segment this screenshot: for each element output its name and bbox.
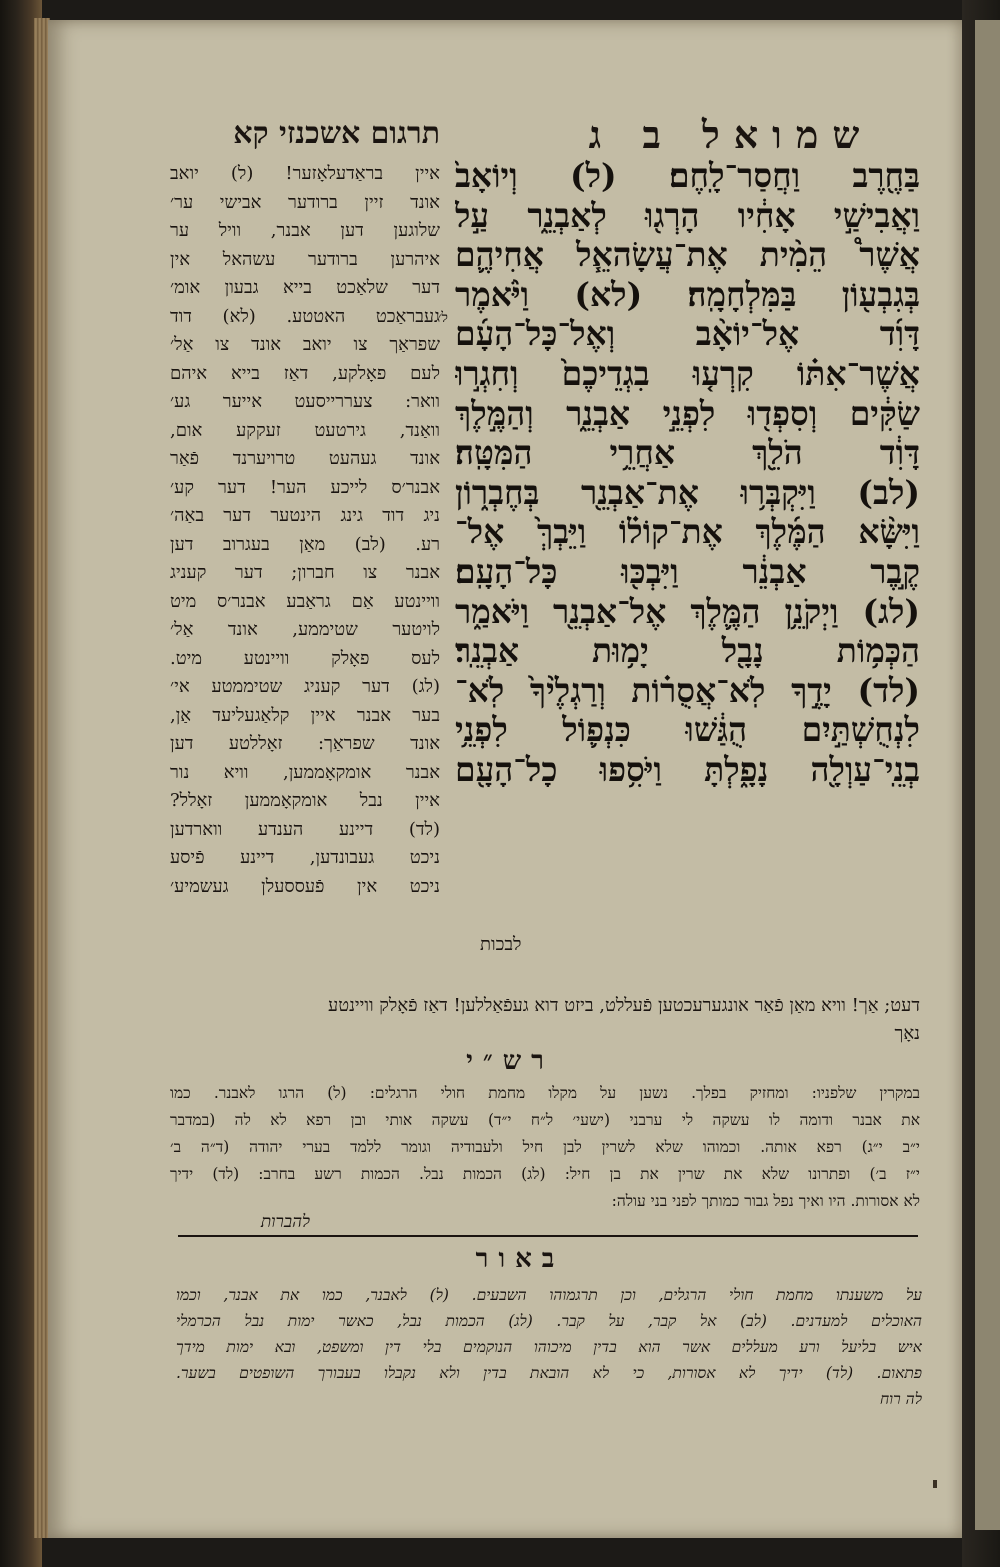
biur-commentary (176, 1282, 922, 1422)
main-text-line: אֲשֶׁר־אִתּ֗וֹ קִרְע֤וּ בִגְדֵיכֶם֙ וְחִגְר֣וּ (455, 353, 920, 393)
main-text-line: בְּגִבְע֖וֹן בַּמִּלְחָמָֽה׃ (לא) וַיֹּ֨אמֶר (455, 274, 920, 314)
targum-continuation-line: נאָך (894, 1023, 920, 1044)
rashi-line: לא אסורות. היו ואיך נפל גבור כמותך לפני בני עולה: (611, 1192, 920, 1210)
rashi-catchword: להברות (260, 1212, 310, 1232)
targum-line: שלוגען דען אבנר, וויל ער (170, 220, 440, 241)
targum-continuation (170, 992, 920, 1052)
targum-line: וואַנד, גירטעט זעקקע אום, (170, 419, 440, 441)
targum-column (170, 160, 440, 980)
targum-line: וואר: צעררייסעט אייער גע׳ (170, 391, 440, 412)
targum-line: (לד) דיינע הענדע ווארדען (170, 818, 440, 840)
main-text-line: (לג) וַיְקֹנֵ֥ן הַמֶּ֛לֶךְ אֶל־אַבְנֵ֖ר וַיֹּאמַ֑ר (455, 591, 920, 631)
targum-line: לעם פאָלקע, דאַז בייא איהם (170, 362, 440, 384)
rashi-line: במקרין שלפניו: ומחזיק בפלך. נשען על מקלו מחמת חולי הרגלים: (ל) הרגו לאבנר. כמו (170, 1084, 920, 1102)
targum-line: איהרען ברודער עשהאל אין (170, 248, 440, 270)
targum-line: ניכט אין פֿעססעלן געשמיע׳ (170, 875, 440, 897)
main-text-line: אֲשֶׁר֩ הֵמִ֨ית אֶת־עֲשָׂהאֵ֧ל אֲחִיהֶ֛ם (455, 235, 920, 275)
main-text-line: הַכְּמ֥וֹת נָבָ֖ל יָמ֥וּת אַבְנֵֽר׃ (455, 631, 920, 671)
rashi-line: י״ב י״ג) רפא אותה. וכמוהו שלא לשרין לבן חיל ולעבודיה וגומר ללמד בערי יהודה (ד״ה ב׳ (170, 1138, 920, 1156)
main-catchword: לבכות (480, 934, 522, 955)
targum-line: לעס פאָלק וויינטע מיט. (170, 647, 440, 669)
book-title-header: שמואל ב ג (588, 112, 874, 157)
main-text-line: דָּוִ֔ד הֹלֵ֖ךְ אַחֲרֵ֥י הַמִּטָּֽה׃ (455, 433, 920, 473)
targum-line: איין נבל אומקאָממען זאָלל? (170, 790, 440, 811)
section-divider (178, 1235, 918, 1237)
biur-line: האוכלים למעדנים. (לב) אל קבר, על קבר. (לג) הכמות נבל, כאשר ימות נבל הכרמלי (176, 1312, 922, 1330)
targum-line: אבנר׳ס לייכע הער! דער קע׳ (170, 476, 440, 498)
margin-marker: ל׳ (438, 310, 448, 326)
targum-line: אונד זיין ברודער אבישי ער׳ (170, 191, 440, 213)
targum-line: בער אבנר איין קלאַגעליעד אַן, (170, 704, 440, 726)
targum-line: אבנר אומקאָממען, וויא נור (170, 761, 440, 783)
targum-continuation-line: דעט; אַך! וויא מאַן פֿאַר אונגערעכטען פֿעללט, ביזט דוא געפֿאַללען! דאַז פֿאָלק וויינטע (328, 995, 920, 1016)
biur-title: באור (475, 1244, 565, 1274)
biur-line: על משענתו מחמת חולי הרגלים, וכן תרגמוהו השבעים. (ל) לאבנר, כמו את אבנר, וכמו (176, 1286, 922, 1304)
targum-line: איין בראַדעלאָזער! (ל) יואב (170, 163, 440, 184)
facing-page-edge (975, 20, 1000, 1530)
main-text-line: דָּוִ֜ד אֶל־יוֹאָ֨ב וְאֶל־כָּל־הָעָ֜ם (455, 314, 920, 354)
biur-line: איש בליעל ורע מעללים אשר הוא בדין מיכוהו הנוקמים בלי דין ומשפט, ובא ימות מידך (176, 1338, 922, 1356)
biur-line: לה רוח (879, 1390, 922, 1408)
rashi-commentary (170, 1080, 920, 1230)
targum-line: דער שלאַכט בייא גבעון אומ׳ (170, 277, 440, 298)
targum-title-header: תרגום אשכנזי קא (233, 116, 440, 151)
main-text-line: בְנֵֽי־עַוְלָ֖ה נָפָ֑לְתָּ וַיֹּסִ֥פוּ כָל־הָעָ֖ם (455, 749, 920, 789)
targum-line: ניג דוד גינג הינטער דער באַה׳ (170, 505, 440, 526)
rashi-line: את אבנר ודומה לו עשקה לי ערבני (ישעי׳ ל״ח י״ד) עשקה אותי ובן רפא לא לה (במדבר (170, 1111, 920, 1129)
main-text-line: וַיִּשָּׂ֨א הַמֶּ֜לֶךְ אֶת־קוֹל֗וֹ וַיֵּבְךְּ֙ אֶל־ (455, 512, 920, 552)
biur-line: פתאום. (לד) ידיך לא אסורות, כי לא הובאת בדין ולא נקבלו בעבורך השופטים בשער. (176, 1364, 922, 1382)
targum-line: שפראַך צו יואב אונד צו אַל׳ (170, 334, 440, 355)
targum-line: (לג) דער קעניג שטיממטע אי׳ (170, 676, 440, 697)
targum-line: אונד געהעט טרויערנד פֿאַר (170, 448, 440, 469)
targum-line: רע. (לב) מאַן בעגרוב דען (170, 533, 440, 555)
paper-speck (933, 1480, 937, 1488)
targum-line: אונד שפראַך: זאָללטע דען (170, 733, 440, 754)
main-text-line: (לד) יָדֶ֣ךָ לֹֽא־אֲסֻר֗וֹת וְרַגְלֶ֙יךָ֙ לֹֽא־ (455, 670, 920, 710)
main-text-line: קֶ֣בֶר אַבְנֵ֔ר וַיִּבְכּ֖וּ כָּל־הָעָֽם׃ (455, 551, 920, 591)
targum-line: אבנר צו חברון; דער קעניג (170, 562, 440, 583)
rashi-line: י״ז ב׳) ופתרונו שלא את שרין את בן חיל: (לג) הכמות נבל. הכמות רשע בחרב: (לד) ידיך (170, 1165, 920, 1183)
targum-line: ניכט געבונדען, דיינע פֿיסע (170, 847, 440, 868)
targum-line: וויינטע אַם גראַבע אבנר׳ס מיט (170, 590, 440, 612)
main-text-line: (לב) וַיִּקְבְּר֥וּ אֶת־אַבְנֵ֖ר בְּחֶבְר֑וֹן (455, 472, 920, 512)
targum-line: לויטער שטיממע, אונד אַל׳ (170, 619, 440, 640)
rashi-title: רש״י (466, 1046, 554, 1076)
targum-line: געבראַכט האטטע. (לא) דוד (170, 305, 440, 327)
main-hebrew-text (455, 156, 920, 916)
main-text-line: לִנְחֻשְׁתַּ֣יִם הֻגַּ֔שׁוּ כִּנְפ֛וֹל לִפְנֵ֥י (455, 710, 920, 750)
main-text-line: בַּחֶ֖רֶב וַחֲסַר־לָֽחֶם׃ (ל) וְיוֹאָב֙ (455, 156, 920, 195)
main-text-line: שַׂקִּ֔ים וְסִפְד֖וּ לִפְנֵ֣י אַבְנֵ֑ר וְהַמֶּ֣לֶךְ (455, 393, 920, 433)
main-text-line: וַאֲבִישַׁ֣י אָחִ֔יו הָרְג֖וּ לְאַבְנֵ֑ר עַ֣ל (455, 195, 920, 235)
